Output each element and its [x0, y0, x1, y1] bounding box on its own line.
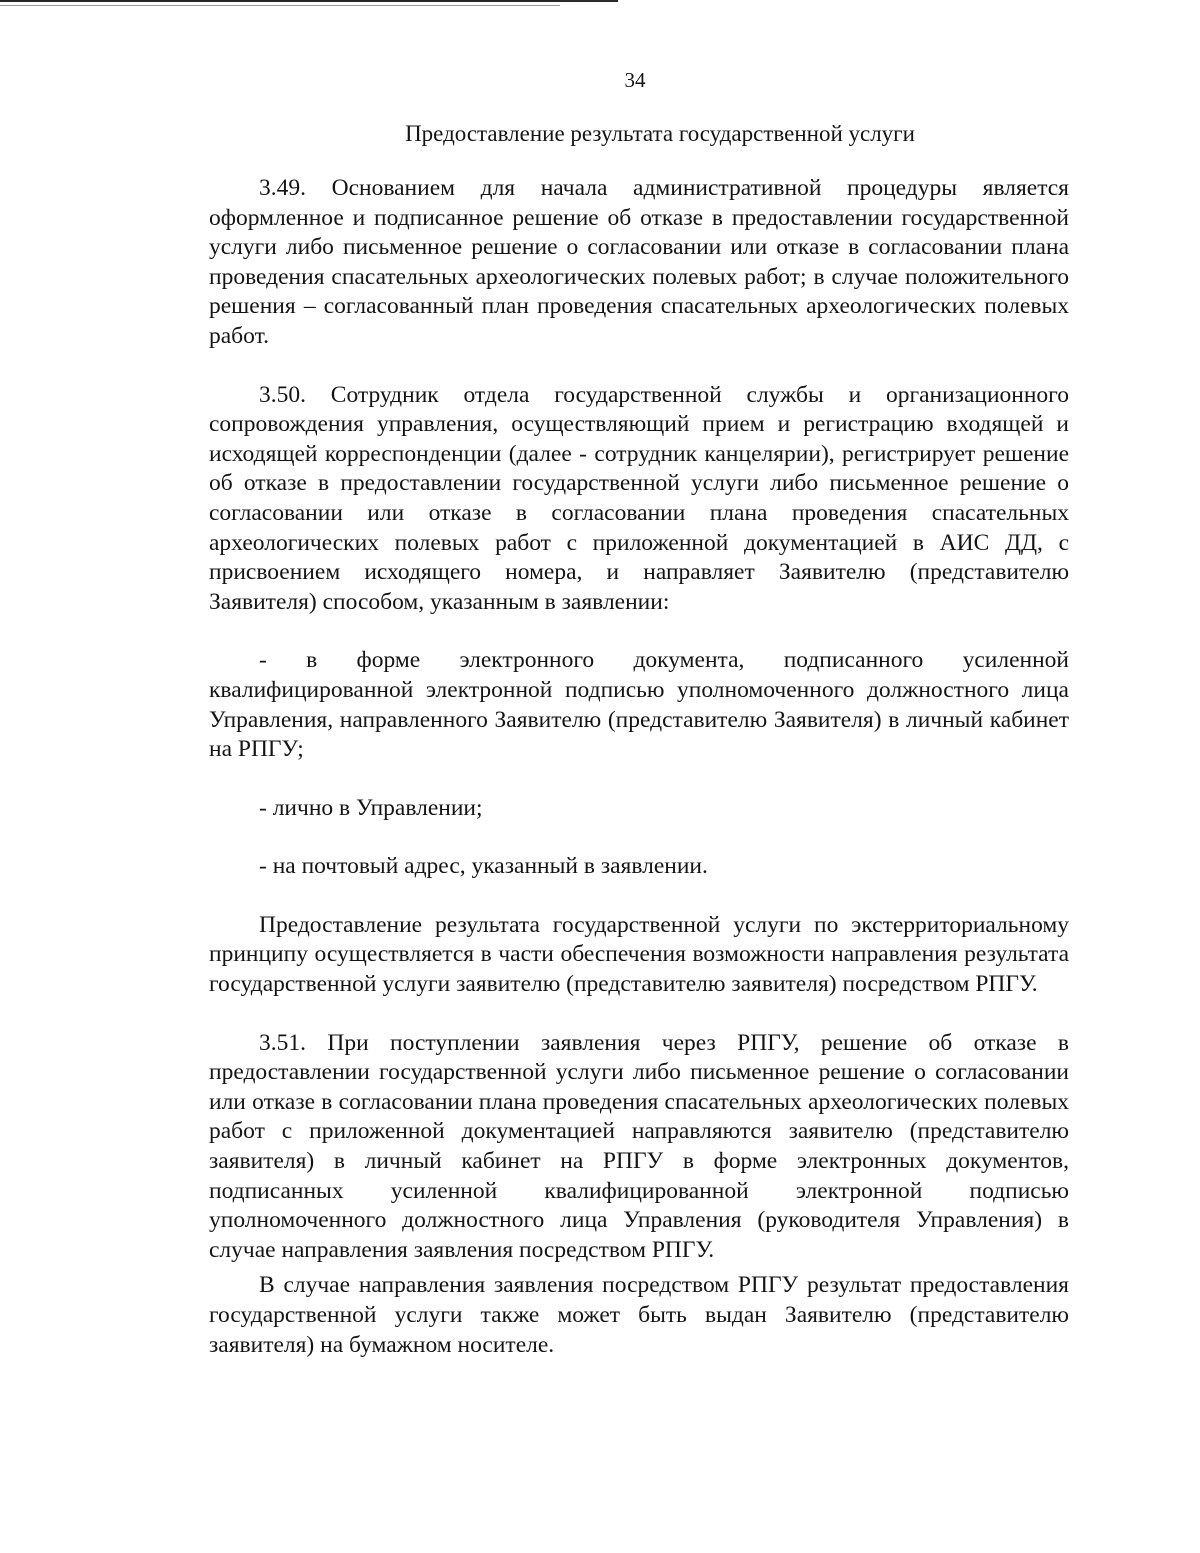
- scan-edge-line-faint: [0, 5, 560, 6]
- paragraph-3-51: 3.51. При поступлении заявления через РПГУ, решение об отказе в предоставлении государственной услуги либо письменное решение о согласовании или отказе в согласовании плана проведения спасательных археологических полевых работ с приложенной документацией направляются заявителю (представителю заявителя) в личный кабинет на РПГУ в форме электронных документов, подписанных усиленной квалифицированной электронной подписью уполномоченного должностного лица Управления (руководителя Управления) в случае направления заявления посредством РПГУ.: [209, 1029, 1069, 1263]
- paragraph-3-49: 3.49. Основанием для начала административной процедуры является оформленное и подписанное решение об отказе в предоставлении государственной услуги либо письменное решение о согласовании или отказе в согласовании плана проведения спасательных археологических полевых работ; в случае положительного решения – согласованный план проведения спасательных археологических полевых работ.: [209, 175, 1069, 349]
- list-item-electronic: - в форме электронного документа, подписанного усиленной квалифицированной электронной подписью уполномоченного должностного лица Управления, направленного Заявителю (представителю Заявителя) в личный кабинет на РПГУ;: [209, 647, 1069, 763]
- list-item-in-person: - лично в Управлении;: [259, 794, 483, 821]
- section-title: Предоставление результата государственной услуги: [405, 121, 915, 146]
- document-body: [209, 174, 1069, 1360]
- page-number: 34: [624, 68, 646, 92]
- paragraph-paper-result: В случае направления заявления посредством РПГУ результат предоставления государственной услуги также может быть выдан Заявителю (представителю заявителя) на бумажном носителе.: [209, 1272, 1069, 1358]
- scan-edge-line: [0, 0, 618, 2]
- paragraph-extraterritorial: Предоставление результата государственной услуги по экстерриториальному принципу осуществляется в части обеспечения возможности направления результата государственной услуги заявителю (представителю заявителя) посредством РПГУ.: [209, 911, 1069, 998]
- paragraph-3-50: 3.50. Сотрудник отдела государственной службы и организационного сопровождения управления, осуществляющий прием и регистрацию входящей и исходящей корреспонденции (далее - сотрудник канцелярии), регистрирует решение об отказе в предоставлении государственной услуги либо письменное решение о согласовании или отказе в согласовании плана проведения спасательных археологических полевых работ с приложенной документацией в АИС ДД, с присвоением исходящего номера, и направляет Заявителю (представителю Заявителя) способом, указанным в заявлении:: [209, 381, 1069, 615]
- list-item-postal: - на почтовый адрес, указанный в заявлении.: [259, 853, 708, 880]
